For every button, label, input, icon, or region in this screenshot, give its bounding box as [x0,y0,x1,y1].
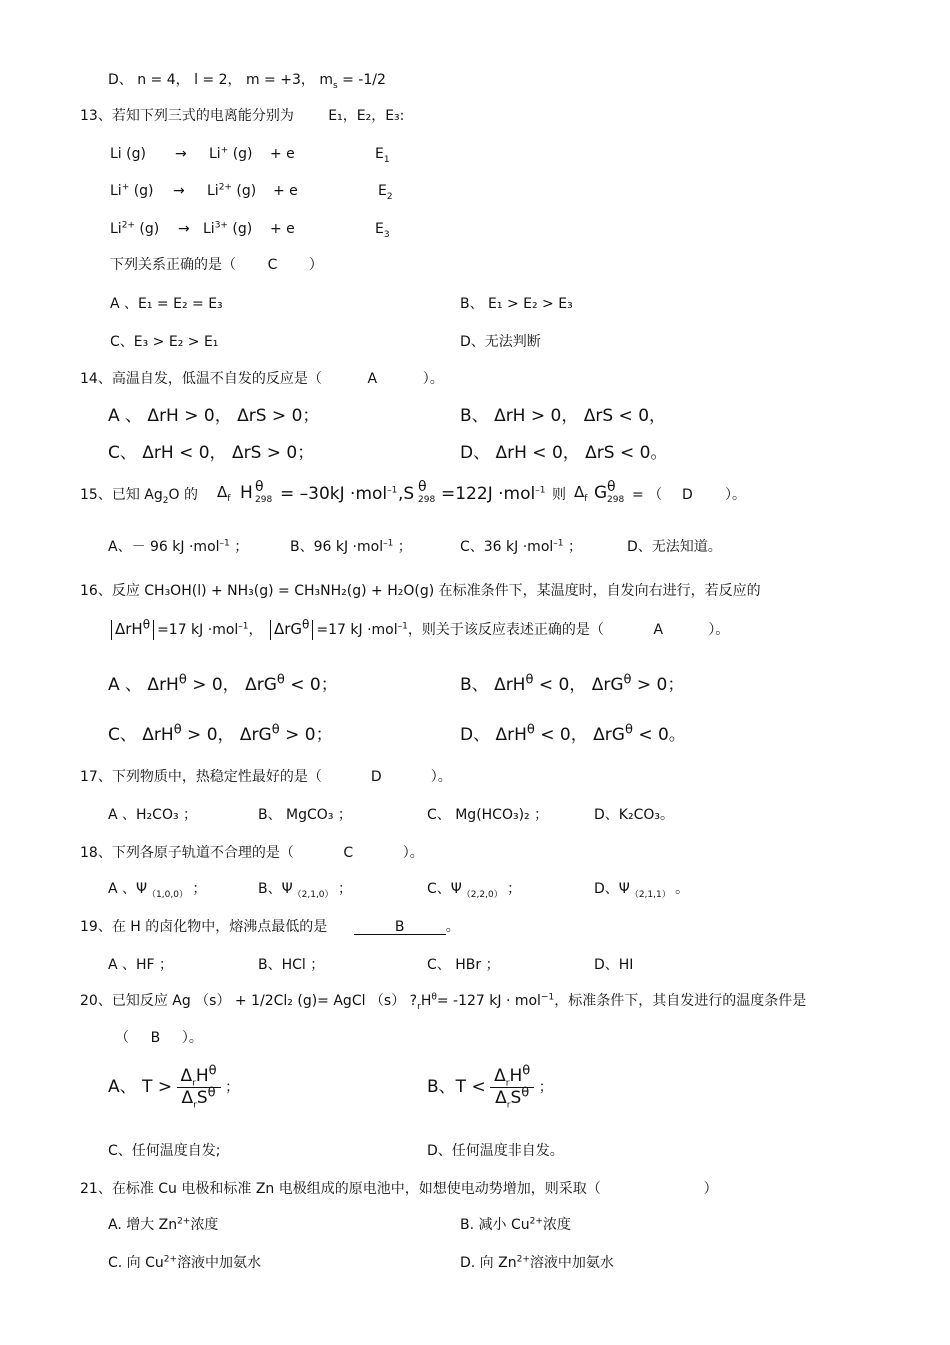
q19-option-d: D、HI [594,957,634,973]
q15-option-d: D、无法知道。 [627,539,722,555]
q13-stem: 13、若知下列三式的电离能分别为 E₁，E₂，E₃: [80,108,405,124]
q16-option-c: C、 ΔrH$^\theta$ > 0， ΔrG$^\theta$ > 0； [108,722,333,745]
q13-reaction-3-electron: + e [270,221,295,237]
arrow-icon: → [173,183,185,199]
q18-option-c: C、$\Psi_{(2,2,0)}$ ； [427,881,522,900]
q19-stem: 19、在 H 的卤化物中，熔沸点最低的是 B 。 [80,919,460,935]
q13-reaction-2-product: $Li^{2+}$ (g) [207,182,257,199]
q14-answer: A [367,371,378,387]
q19-option-a: A 、HF ； [108,957,174,973]
q16-stem: 16、反应 CH₃OH(l) + NH₃(g) = CH₃NH₂(g) + H₂O(g) 在标准条件下，某温度时，自发向右进行，若反应的 [80,583,761,599]
q14-option-d: D、 ΔrH < 0， ΔrS < 0。 [460,443,668,463]
q19-answer: B [354,920,446,935]
q19-option-c: C、 HBr ； [427,957,500,973]
q20-option-a-fraction: $\frac{\Delta_rH^\theta}{\Delta_rS^\theta}$ [177,1068,221,1107]
q13-reaction-1-electron: + e [270,146,295,162]
q13-energy-1: $E_1$ [375,146,390,165]
q13-question: 下列关系正确的是（ C ） [110,257,323,273]
q20-option-d: D、任何温度非自发。 [427,1143,564,1159]
q13-reaction-2-electron: + e [273,183,298,199]
q13-answer: C [267,257,278,273]
q20-option-b-fraction: $\frac{\Delta_rH^\theta}{\Delta_rS^\theta}$ [490,1068,534,1107]
q18-answer: C [343,845,354,861]
q21-option-a: A. 增大 $Zn^{2+}$浓度 [108,1216,219,1233]
q14-option-c: C、 ΔrH < 0， ΔrS > 0； [108,443,315,463]
q15-option-a: A、－ 96 kJ ·mol$^{-1}$ ； [108,538,249,555]
q18-option-d: D、$\Psi_{(2,1,1)}$ 。 [594,881,690,900]
q14-stem: 14、高温自发，低温不自发的反应是（ A ）。 [80,371,444,387]
q15-answer: D [682,487,693,503]
q15-option-b: B、96 kJ ·mol$^{-1}$ ； [290,538,412,555]
q13-reaction-3: $Li^{2+}$ (g) [110,220,160,237]
q21-option-b: B. 减小 $Cu^{2+}$浓度 [460,1216,571,1233]
q21-option-d: D. 向 $Zn^{2+}$溶液中加氨水 [460,1254,614,1271]
q16-answer: A [653,622,664,638]
q13-energy-3: $E_3$ [375,221,390,240]
q13-energy-2: $E_2$ [378,183,393,202]
q13-option-c: C、E₃ > E₂ > E₁ [110,334,219,350]
q16-condition: ΔrH$^\theta$ =17 kJ ·mol$^{-1}$， ΔrG$^\theta$ =17 kJ ·mol$^{-1}$，则关于该反应表述正确的是（ A ）。 [108,620,729,640]
q20-answer-line: （ B ）。 [115,1030,203,1046]
q18-option-b: B、$\Psi_{(2,1,0)}$ ； [258,881,352,900]
q20-stem: 20、已知反应 Ag （s） + 1/2Cl₂ (g)= AgCl （s） $?_rH^\theta= -127$ kJ · mol$^{-1}$，标准条件下，其自发进行的温度条件是 [80,992,807,1012]
q16-option-a: A 、 ΔrH$^\theta$ > 0， ΔrG$^\theta$ < 0； [108,672,338,695]
q13-reaction-2: Li+ (g) [110,182,154,199]
q17-answer: D [370,769,382,785]
q13-reaction-1: Li (g) [110,146,146,162]
q19-option-b: B、HCl ； [258,957,325,973]
q20-option-b: B、T < $\frac{\Delta_rH^\theta}{\Delta_rS^\theta}$ ； [427,1063,553,1111]
q16-option-d: D、 ΔrH$^\theta$ < 0， ΔrG$^\theta$ < 0。 [460,722,686,745]
arrow-icon: → [178,221,190,237]
q13-option-b: B、 E₁ > E₂ > E₃ [460,296,573,312]
q21-stem: 21、在标准 Cu 电极和标准 Zn 电极组成的原电池中，如想使电动势增加，则采取（ ） [80,1181,718,1197]
q18-option-a: A 、$\Psi_{(1,0,0)}$ ； [108,881,207,900]
q21-option-c: C. 向 $Cu^{2+}$溶液中加氨水 [108,1254,262,1271]
q13-option-d: D、无法判断 [460,334,541,350]
q12-option-d: D、 n = 4， l = 2， m = +3， $m_s = -1/2$ [108,72,386,91]
arrow-icon: → [175,146,187,162]
q14-option-b: B、 ΔrH > 0， ΔrS < 0， [460,406,667,426]
q17-option-b: B、 MgCO₃ ； [258,807,352,823]
q17-stem: 17、下列物质中，热稳定性最好的是（ D ）。 [80,769,452,785]
q18-stem: 18、下列各原子轨道不合理的是（ C ）。 [80,845,424,861]
q15-option-c: C、36 kJ ·mol$^{-1}$ ； [460,538,582,555]
q17-option-c: C、 Mg(HCO₃)₂ ； [427,807,549,823]
q20-option-a: A、 T > $\frac{\Delta_rH^\theta}{\Delta_rS^\theta}$ ； [108,1063,240,1111]
q20-answer: B [150,1030,161,1046]
q17-option-a: A 、H₂CO₃ ； [108,807,198,823]
q14-option-a: A 、 ΔrH > 0， ΔrS > 0； [108,406,320,426]
q13-option-a: A 、E₁ = E₂ = E₃ [110,296,223,312]
q13-reaction-1-product: Li+ (g) [209,145,253,162]
q13-reaction-3-product: $Li^{3+}$ (g) [203,220,253,237]
q17-option-d: D、K₂CO₃。 [594,807,674,823]
q20-option-c: C、任何温度自发; [108,1143,221,1159]
q16-option-b: B、 ΔrH$^\theta$ < 0， ΔrG$^\theta$ > 0； [460,672,685,695]
